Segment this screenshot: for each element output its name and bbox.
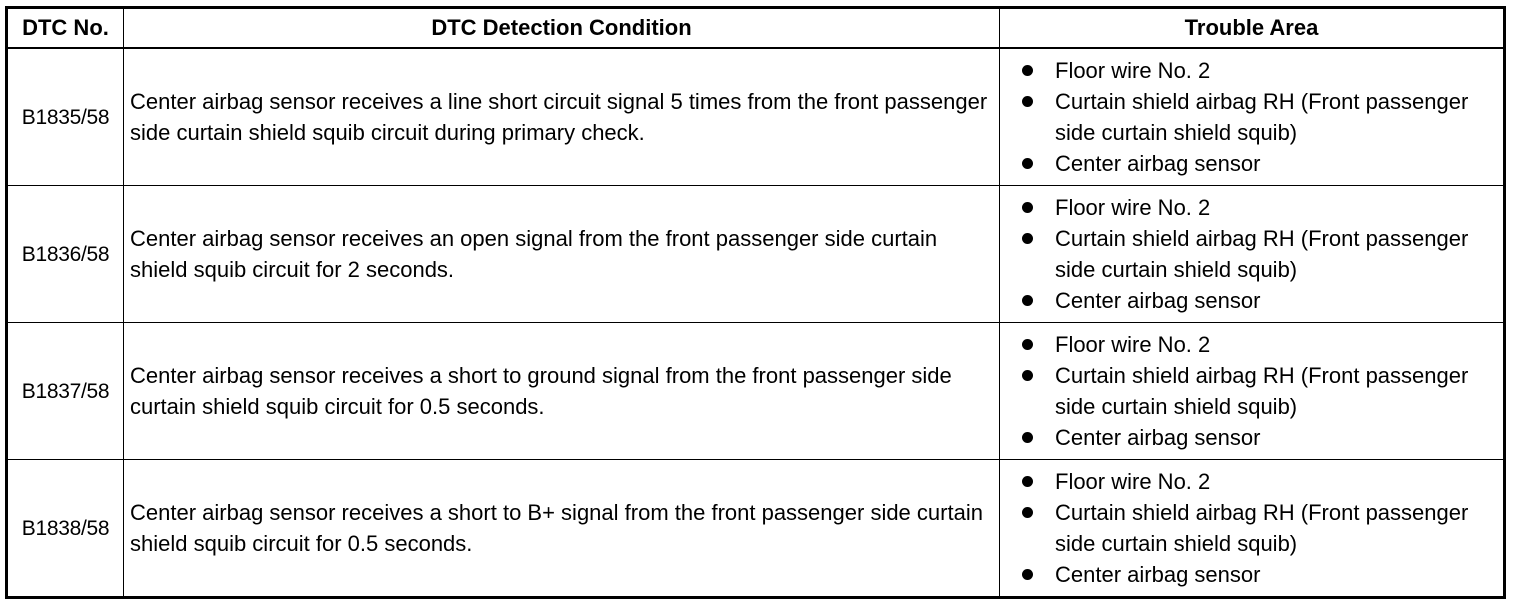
list-item [1022, 422, 1503, 453]
bullet-icon [1022, 432, 1033, 443]
list-item [1022, 360, 1503, 422]
bullet-icon [1022, 370, 1033, 381]
bullet-icon [1022, 158, 1033, 169]
list-item [1022, 329, 1503, 360]
bullet-icon [1022, 507, 1033, 518]
trouble-area-item: Curtain shield airbag RH (Front passenger side curtain shield squib) [1055, 89, 1469, 145]
list-item [1022, 55, 1503, 86]
bullet-icon [1022, 65, 1033, 76]
dtc-code: B1838/58 [7, 460, 124, 598]
trouble-area-cell [1000, 460, 1505, 598]
trouble-area-cell [1000, 323, 1505, 460]
trouble-area-item: Curtain shield airbag RH (Front passenger side curtain shield squib) [1055, 500, 1469, 556]
trouble-area-item: Curtain shield airbag RH (Front passenger side curtain shield squib) [1055, 226, 1469, 282]
bullet-icon [1022, 233, 1033, 244]
list-item [1022, 148, 1503, 179]
trouble-area-cell [1000, 48, 1505, 186]
trouble-area-item: Floor wire No. 2 [1055, 195, 1211, 220]
trouble-area-item: Curtain shield airbag RH (Front passenger side curtain shield squib) [1055, 363, 1469, 419]
list-item [1022, 192, 1503, 223]
list-item [1022, 223, 1503, 285]
list-item [1022, 559, 1503, 590]
trouble-area-item: Floor wire No. 2 [1055, 332, 1211, 357]
dtc-code: B1836/58 [7, 186, 124, 323]
trouble-area-cell [1000, 186, 1505, 323]
trouble-area-list [1022, 55, 1503, 179]
header-dtc-no: DTC No. [7, 8, 124, 49]
detection-condition: Center airbag sensor receives an open signal from the front passenger side curtain shield squib circuit for 2 seconds. [124, 186, 1000, 323]
dtc-code: B1837/58 [7, 323, 124, 460]
detection-condition: Center airbag sensor receives a short to B+ signal from the front passenger side curtain shield squib circuit for 0.5 seconds. [124, 460, 1000, 598]
trouble-area-list [1022, 466, 1503, 590]
table-row [7, 323, 1505, 460]
trouble-area-item: Center airbag sensor [1055, 151, 1261, 176]
bullet-icon [1022, 476, 1033, 487]
bullet-icon [1022, 202, 1033, 213]
table-row [7, 186, 1505, 323]
table-row [7, 460, 1505, 598]
trouble-area-item: Center airbag sensor [1055, 288, 1261, 313]
bullet-icon [1022, 295, 1033, 306]
dtc-table [5, 6, 1506, 599]
list-item [1022, 497, 1503, 559]
table-row [7, 48, 1505, 186]
trouble-area-list [1022, 329, 1503, 453]
list-item [1022, 86, 1503, 148]
detection-condition: Center airbag sensor receives a short to ground signal from the front passenger side curtain shield squib circuit for 0.5 seconds. [124, 323, 1000, 460]
detection-condition: Center airbag sensor receives a line short circuit signal 5 times from the front passenger side curtain shield squib circuit during primary check. [124, 48, 1000, 186]
dtc-code: B1835/58 [7, 48, 124, 186]
trouble-area-item: Center airbag sensor [1055, 425, 1261, 450]
bullet-icon [1022, 96, 1033, 107]
trouble-area-item: Floor wire No. 2 [1055, 469, 1211, 494]
bullet-icon [1022, 339, 1033, 350]
trouble-area-item: Floor wire No. 2 [1055, 58, 1211, 83]
list-item [1022, 285, 1503, 316]
header-trouble-area: Trouble Area [1000, 8, 1505, 49]
table-header-row [7, 8, 1505, 49]
header-detection-condition: DTC Detection Condition [124, 8, 1000, 49]
bullet-icon [1022, 569, 1033, 580]
trouble-area-list [1022, 192, 1503, 316]
list-item [1022, 466, 1503, 497]
trouble-area-item: Center airbag sensor [1055, 562, 1261, 587]
